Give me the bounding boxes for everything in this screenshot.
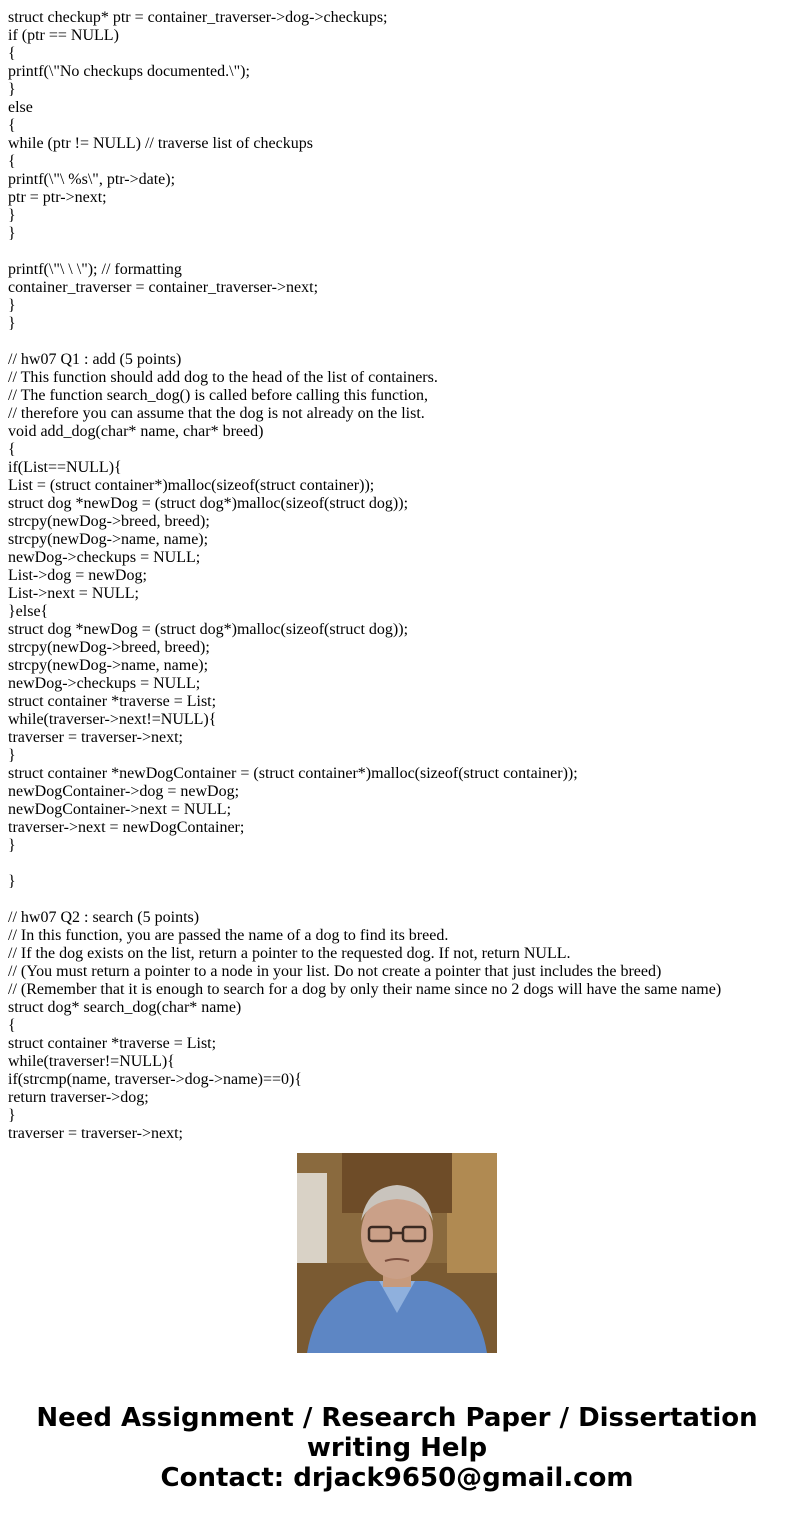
code-line: } <box>8 81 16 98</box>
code-line <box>8 891 788 909</box>
promo-banner <box>0 1403 794 1493</box>
code-line: } <box>8 297 16 314</box>
code-line: struct dog *newDog = (struct dog*)malloc(sizeof(struct dog)); <box>8 621 409 638</box>
promo-line-2: writing Help <box>306 1433 488 1463</box>
code-line: } <box>8 747 16 764</box>
promo-line-1: Need Assignment / Research Paper / Dissertation <box>36 1403 758 1433</box>
promo-line-3: Contact: drjack9650@gmail.com <box>160 1463 634 1493</box>
code-line: struct dog *newDog = (struct dog*)malloc(sizeof(struct dog)); <box>8 495 409 512</box>
code-line: newDogContainer->next = NULL; <box>8 801 232 818</box>
code-line: { <box>8 1017 16 1034</box>
code-line: struct container *traverse = List; <box>8 1035 217 1052</box>
code-line: newDog->checkups = NULL; <box>8 675 201 692</box>
code-line: } <box>8 1107 16 1124</box>
code-line: while (ptr != NULL) // traverse list of checkups <box>8 135 313 152</box>
code-line: strcpy(newDog->name, name); <box>8 657 209 674</box>
code-line: struct dog* search_dog(char* name) <box>8 999 242 1016</box>
code-line: printf(\"No checkups documented.\"); <box>8 63 250 80</box>
code-line: }else{ <box>8 603 49 620</box>
code-line: struct container *traverse = List; <box>8 693 217 710</box>
code-line: printf(\"\ %s\", ptr->date); <box>8 171 176 188</box>
code-line: // This function should add dog to the head of the list of containers. <box>8 369 438 386</box>
code-line: newDogContainer->dog = newDog; <box>8 783 240 800</box>
code-line: // hw07 Q1 : add (5 points) <box>8 351 182 368</box>
code-line: // If the dog exists on the list, return a pointer to the requested dog. If not, return NULL. <box>8 945 571 962</box>
code-line: return traverser->dog; <box>8 1089 149 1106</box>
code-line: void add_dog(char* name, char* breed) <box>8 423 264 440</box>
code-line: } <box>8 225 16 242</box>
code-line <box>8 243 788 261</box>
code-line: if(strcmp(name, traverser->dog->name)==0){ <box>8 1071 302 1088</box>
code-line: if (ptr == NULL) <box>8 27 119 44</box>
code-line <box>8 333 788 351</box>
code-line: strcpy(newDog->breed, breed); <box>8 513 210 530</box>
code-line: // (You must return a pointer to a node in your list. Do not create a pointer that just includes the breed) <box>8 963 662 980</box>
code-line: { <box>8 153 16 170</box>
code-line: List = (struct container*)malloc(sizeof(struct container)); <box>8 477 375 494</box>
code-line: traverser->next = newDogContainer; <box>8 819 245 836</box>
code-line: List->next = NULL; <box>8 585 139 602</box>
code-line: // therefore you can assume that the dog is not already on the list. <box>8 405 425 422</box>
code-line: container_traverser = container_traverser->next; <box>8 279 319 296</box>
code-line: // In this function, you are passed the name of a dog to find its breed. <box>8 927 449 944</box>
code-line: { <box>8 441 16 458</box>
code-line: if(List==NULL){ <box>8 459 122 476</box>
code-line: while(traverser->next!=NULL){ <box>8 711 217 728</box>
code-listing <box>8 9 788 1142</box>
code-line: struct checkup* ptr = container_traverser->dog->checkups; <box>8 9 388 26</box>
code-line: List->dog = newDog; <box>8 567 147 584</box>
code-line: newDog->checkups = NULL; <box>8 549 201 566</box>
code-line: printf(\"\ \ \"); // formatting <box>8 261 182 278</box>
code-line: strcpy(newDog->breed, breed); <box>8 639 210 656</box>
code-line: traverser = traverser->next; <box>8 729 183 746</box>
author-photo <box>297 1153 497 1353</box>
code-line: while(traverser!=NULL){ <box>8 1053 175 1070</box>
code-line: struct container *newDogContainer = (struct container*)malloc(sizeof(struct container)); <box>8 765 578 782</box>
code-line: ptr = ptr->next; <box>8 189 107 206</box>
code-line: else <box>8 99 33 116</box>
code-line <box>8 855 788 873</box>
code-line: } <box>8 837 16 854</box>
code-line: traverser = traverser->next; <box>8 1125 183 1142</box>
code-line: } <box>8 315 16 332</box>
code-line: strcpy(newDog->name, name); <box>8 531 209 548</box>
code-line: // hw07 Q2 : search (5 points) <box>8 909 200 926</box>
code-line: } <box>8 207 16 224</box>
code-line: { <box>8 117 16 134</box>
code-line: // (Remember that it is enough to search for a dog by only their name since no 2 dogs will have the same name) <box>8 981 722 998</box>
code-line: // The function search_dog() is called before calling this function, <box>8 387 429 404</box>
code-line: { <box>8 45 16 62</box>
code-line: } <box>8 873 16 890</box>
